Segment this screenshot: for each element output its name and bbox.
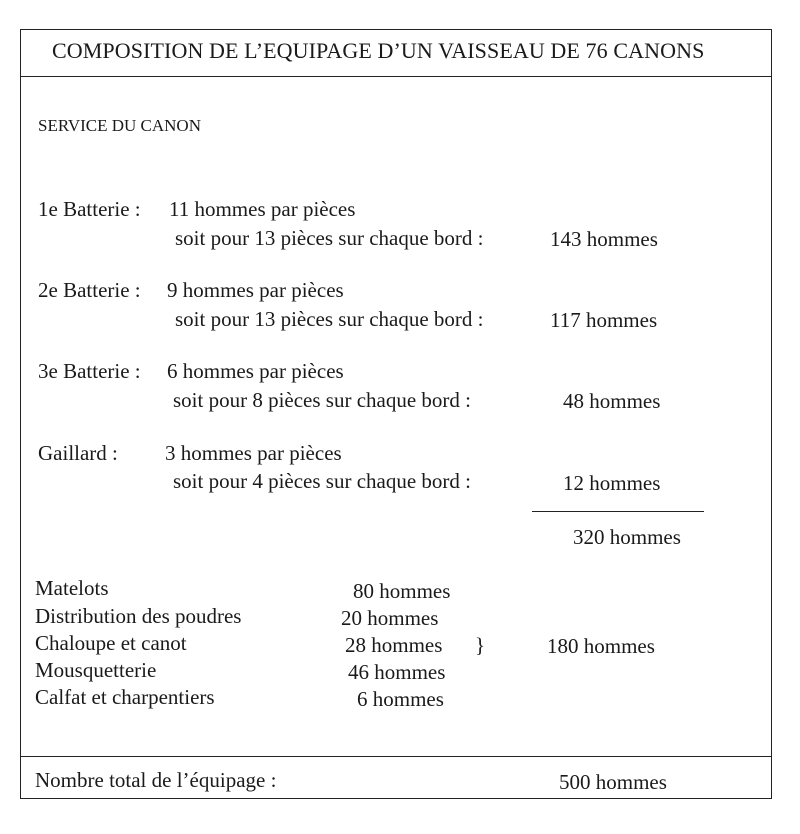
battery-total: 12 hommes — [563, 471, 661, 495]
total-divider — [20, 756, 772, 757]
battery-label: 1e Batterie : — [38, 197, 141, 221]
battery-per-piece: 9 hommes par pièces — [167, 278, 344, 302]
battery-label: Gaillard : — [38, 441, 118, 465]
crew-label: Distribution des poudres — [35, 604, 242, 628]
crew-value: 20 hommes — [341, 606, 439, 630]
battery-label: 2e Batterie : — [38, 278, 141, 302]
grand-total-label: Nombre total de l’équipage : — [35, 768, 277, 792]
battery-per-piece: 3 hommes par pièces — [165, 441, 342, 465]
battery-detail: soit pour 4 pièces sur chaque bord : — [173, 469, 472, 493]
crew-label: Mousquetterie — [35, 658, 157, 682]
document-title: COMPOSITION DE L’EQUIPAGE D’UN VAISSEAU DE 76 CANONS — [52, 38, 705, 63]
crew-label: Calfat et charpentiers — [35, 685, 215, 709]
other-crew-subtotal: 180 hommes — [547, 634, 655, 658]
crew-value: 28 hommes — [345, 633, 443, 657]
battery-detail: soit pour 13 pièces sur chaque bord : — [175, 307, 484, 331]
battery-label: 3e Batterie : — [38, 359, 141, 383]
crew-value: 6 hommes — [357, 687, 444, 711]
battery-per-piece: 6 hommes par pièces — [167, 359, 344, 383]
battery-total: 143 hommes — [550, 227, 658, 251]
battery-detail: soit pour 8 pièces sur chaque bord : — [173, 388, 472, 412]
gun-service-subtotal: 320 hommes — [573, 525, 681, 549]
subtotal-rule — [532, 511, 704, 512]
battery-detail: soit pour 13 pièces sur chaque bord : — [175, 226, 484, 250]
crew-label: Matelots — [35, 576, 109, 600]
section-title: SERVICE DU CANON — [38, 116, 201, 135]
battery-total: 117 hommes — [550, 308, 658, 332]
crew-brace: } — [475, 633, 486, 657]
crew-value: 46 hommes — [348, 660, 446, 684]
battery-total: 48 hommes — [563, 389, 661, 413]
grand-total-value: 500 hommes — [559, 770, 667, 794]
crew-label: Chaloupe et canot — [35, 631, 187, 655]
crew-value: 80 hommes — [353, 579, 451, 603]
battery-per-piece: 11 hommes par pièces — [169, 197, 356, 221]
